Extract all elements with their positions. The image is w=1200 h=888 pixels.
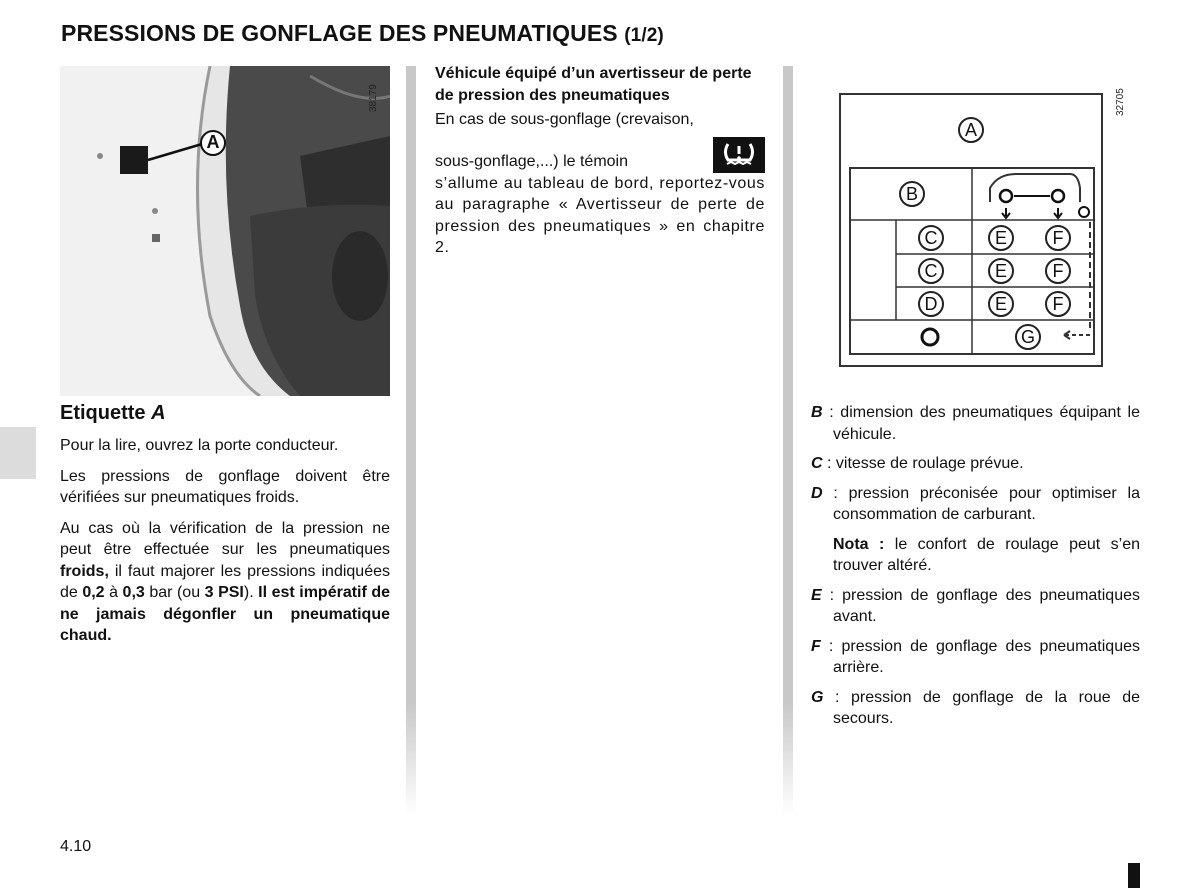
legend-item: D : pression préconisée pour optimiser la consommation de carburant. xyxy=(811,484,1140,523)
avertisseur-section xyxy=(435,63,765,259)
diagram-cell: E xyxy=(988,225,1014,251)
photo-label-a: A xyxy=(206,132,220,152)
diagram-cell: E xyxy=(988,291,1014,317)
nota-note: Nota : le confort de roulage peut s’en trouver altéré. xyxy=(833,535,1141,574)
diagram-cell: C xyxy=(918,225,944,251)
page-number: 4.10 xyxy=(60,838,92,855)
tyre-label-diagram xyxy=(838,92,1104,368)
diagram-label-a: A xyxy=(958,117,984,143)
chapter-tab xyxy=(0,427,36,479)
avertisseur-heading: Véhicule équipé d’un avertisseur de perte de pression des pneumatiques xyxy=(435,65,752,104)
title-text: PRESSIONS DE GONFLAGE DES PNEUMATIQUES xyxy=(61,20,618,46)
legend-item: E : pression de gonflage des pneumatiques avant. xyxy=(811,586,1140,625)
diagram-label-b: B xyxy=(899,181,925,207)
tyre-pressure-warning-icon xyxy=(713,137,765,173)
column-divider-right xyxy=(783,66,793,816)
etiquette-body xyxy=(60,435,390,656)
etiquette-p2: Les pressions de gonflage doivent être vérifiées sur pneumatiques froids. xyxy=(60,467,390,506)
title-part: (1/2) xyxy=(624,25,664,46)
photo-ref-number: 38179 xyxy=(368,84,379,112)
etiquette-heading xyxy=(60,402,166,425)
door-photo-illustration xyxy=(60,66,390,396)
legend-list xyxy=(811,402,1140,738)
avertisseur-line1: En cas de sous-gonflage (crevaison, xyxy=(435,111,694,128)
door-photo xyxy=(60,66,390,396)
etiquette-p1: Pour la lire, ouvrez la porte conducteur. xyxy=(60,437,339,454)
diagram-cell: C xyxy=(918,258,944,284)
legend-item: G : pression de gonflage de la roue de secours. xyxy=(811,688,1140,727)
diagram-cell: D xyxy=(918,291,944,317)
column-divider-left xyxy=(406,66,416,816)
diagram-cell: F xyxy=(1045,225,1071,251)
avertisseur-rest: s’allume au tableau de bord, reportez-vous au paragraphe « Avertisseur de perte de pression des pneumatiques » en chapitre 2. xyxy=(435,174,765,256)
avertisseur-line2-row xyxy=(435,137,765,173)
legend-item: B : dimension des pneumatiques équipant le véhicule. xyxy=(811,404,1140,443)
diagram-cell: F xyxy=(1045,258,1071,284)
diagram-cell: E xyxy=(988,258,1014,284)
diagram-label-g: G xyxy=(1015,324,1041,350)
etiquette-p3: Au cas où la vérification de la pression ne peut être effectuée sur les pneumatiques froids, il faut majorer les pressions indiquées de 0,2 à 0,3 bar (ou 3 PSI). Il est impératif de ne jamais dégonfler un pneumatique chaud. xyxy=(60,519,391,644)
legend-item: C : vitesse de roulage prévue. xyxy=(811,455,1024,472)
etiquette-heading-text: Etiquette xyxy=(60,402,146,424)
avertisseur-line2: sous-gonflage,...) le témoin xyxy=(435,153,628,170)
diagram-ref-number: 32705 xyxy=(1115,88,1126,116)
legend-item: F : pression de gonflage des pneumatiques arrière. xyxy=(811,637,1140,676)
page-title xyxy=(61,20,664,47)
etiquette-heading-letter: A xyxy=(151,402,166,424)
diagram-cell: F xyxy=(1045,291,1071,317)
corner-mark xyxy=(1128,863,1140,888)
